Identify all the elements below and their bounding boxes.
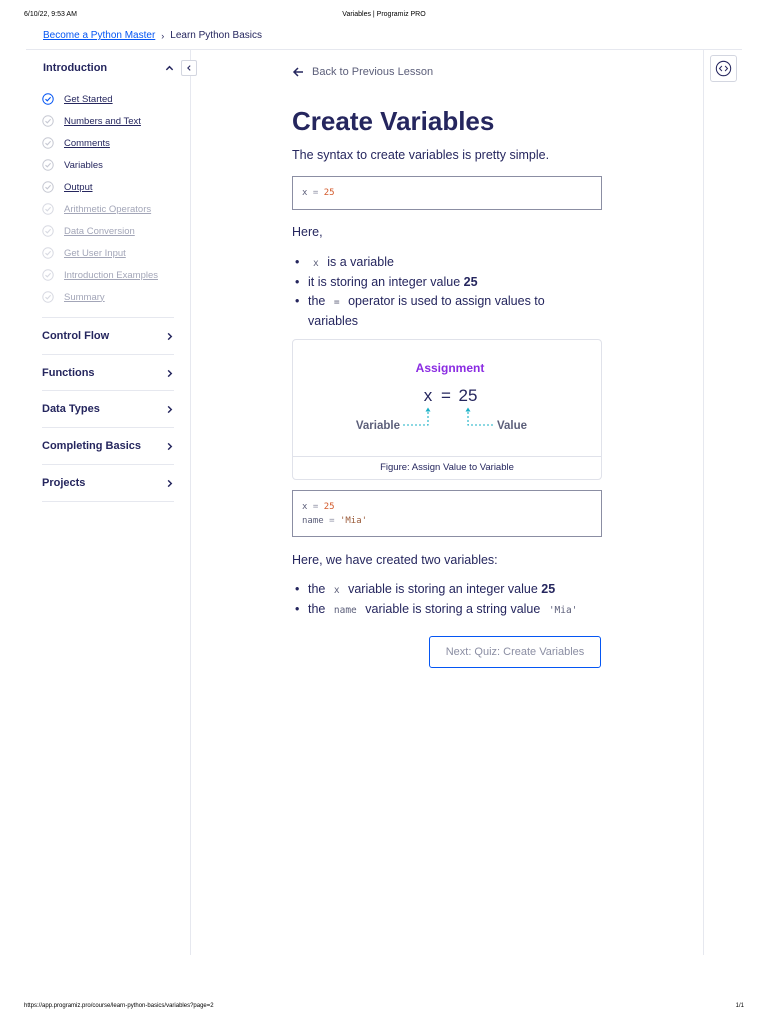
figure-heading: Assignment — [415, 361, 485, 375]
chevron-right-icon — [165, 332, 174, 341]
inline-code: = — [333, 297, 340, 308]
check-circle-icon — [42, 159, 54, 171]
lesson-item-get-user-input[interactable] — [42, 242, 182, 264]
list-item — [292, 600, 602, 620]
figure-eq: = — [441, 386, 451, 405]
code-val: 25 — [323, 502, 335, 512]
check-circle-icon — [42, 181, 54, 193]
section-label: Data Types — [42, 403, 100, 415]
check-circle-icon — [42, 203, 54, 215]
list-item — [292, 580, 602, 600]
code-op: = — [329, 516, 335, 526]
section-functions[interactable] — [42, 354, 174, 391]
lesson-item-data-conversion[interactable] — [42, 220, 182, 242]
lesson-item-arithmetic-operators[interactable] — [42, 198, 182, 220]
code-var: x — [302, 502, 308, 512]
code-block-1 — [292, 176, 602, 210]
lesson-list — [42, 88, 182, 308]
lesson-item-get-started[interactable] — [42, 88, 182, 110]
check-circle-icon — [42, 225, 54, 237]
breadcrumb — [43, 30, 262, 41]
chevron-right-icon — [165, 405, 174, 414]
code-var: name — [302, 516, 324, 526]
value-arrow — [466, 408, 494, 426]
figure-left-label: Variable — [355, 420, 400, 432]
code-line — [302, 500, 592, 514]
lesson-link[interactable]: Summary — [64, 291, 105, 303]
breadcrumb-current: Learn Python Basics — [170, 30, 262, 41]
sidebar-divider — [190, 50, 191, 955]
print-title: Variables | Programiz PRO — [342, 11, 426, 18]
lesson-link[interactable]: Introduction Examples — [64, 269, 158, 281]
back-label: Back to Previous Lesson — [312, 66, 434, 78]
check-circle-icon — [42, 137, 54, 149]
chevron-right-icon: › — [161, 30, 165, 41]
check-circle-icon — [42, 291, 54, 303]
header-divider — [26, 49, 742, 50]
list-text: variable is storing an integer value — [348, 582, 538, 596]
lesson-link[interactable]: Arithmetic Operators — [64, 203, 152, 215]
variable-arrow — [403, 408, 431, 426]
figure-right-label: Value — [497, 420, 528, 432]
section-label: Functions — [42, 367, 95, 379]
chevron-up-icon — [165, 64, 173, 72]
inline-code: x — [333, 585, 340, 596]
print-date: 6/10/22, 9:53 AM — [24, 11, 77, 18]
code-line — [302, 514, 592, 528]
lesson-item-summary[interactable] — [42, 286, 182, 308]
section-label: Introduction — [43, 62, 108, 74]
here2-text: Here, we have created two variables: — [292, 553, 498, 567]
lesson-link[interactable]: Numbers and Text — [64, 115, 141, 127]
assignment-figure — [292, 339, 602, 480]
section-completing-basics[interactable] — [42, 427, 174, 464]
chevron-right-icon — [165, 479, 174, 488]
check-circle-icon — [42, 93, 54, 105]
list-text: it is storing an integer value — [308, 275, 461, 289]
right-panel-divider — [703, 50, 704, 955]
chevron-right-icon — [165, 369, 174, 378]
list-item — [292, 253, 602, 273]
print-header — [0, 11, 768, 21]
sidebar-bottom-divider — [42, 501, 174, 502]
code-val: 25 — [323, 188, 335, 198]
bullet-list-1 — [292, 253, 602, 331]
lesson-link[interactable]: Get Started — [64, 93, 113, 105]
list-text: variables — [308, 314, 359, 328]
code-block-2 — [292, 490, 602, 537]
code-icon — [715, 60, 732, 77]
section-label: Projects — [42, 477, 86, 489]
code-op: = — [312, 502, 319, 512]
list-text: the — [308, 294, 326, 308]
figure-var: x — [423, 386, 433, 405]
figure-val: 25 — [458, 386, 478, 405]
lesson-item-comments[interactable] — [42, 132, 182, 154]
section-label: Control Flow — [42, 330, 110, 342]
section-control-flow[interactable] — [42, 317, 174, 354]
lesson-link[interactable]: Comments — [64, 137, 110, 149]
code-var: x — [302, 188, 308, 198]
lesson-link[interactable]: Output — [64, 181, 93, 193]
chevron-left-icon — [185, 64, 193, 72]
bullet-list-2 — [292, 580, 602, 620]
section-introduction-header[interactable] — [43, 60, 173, 76]
lesson-label-current: Variables — [64, 159, 103, 171]
check-circle-icon — [42, 269, 54, 281]
lesson-item-variables[interactable] — [42, 154, 182, 176]
code-op: = — [312, 188, 319, 198]
print-page-number: 1/1 — [735, 1003, 744, 1009]
code-view-button[interactable] — [710, 55, 737, 82]
breadcrumb-link-parent[interactable]: Become a Python Master — [43, 30, 156, 41]
arrow-left-icon — [292, 66, 304, 78]
list-item — [292, 273, 602, 292]
section-data-types[interactable] — [42, 390, 174, 427]
list-text: variable is storing a string value — [365, 602, 541, 616]
lesson-link[interactable]: Get User Input — [64, 247, 126, 259]
list-bold: 25 — [463, 275, 478, 289]
list-bold: 25 — [541, 582, 556, 596]
inline-code: 'Mia' — [548, 605, 578, 616]
list-text: the — [308, 582, 326, 596]
list-text: the — [308, 602, 326, 616]
collapse-sidebar-button[interactable] — [181, 60, 197, 76]
lesson-link[interactable]: Data Conversion — [64, 225, 135, 237]
back-to-previous-lesson-link[interactable] — [292, 66, 433, 78]
check-circle-icon — [42, 247, 54, 259]
list-text: is a variable — [327, 255, 394, 269]
section-projects[interactable] — [42, 464, 174, 501]
figure-caption: Figure: Assign Value to Variable — [293, 456, 601, 480]
lesson-item-output[interactable] — [42, 176, 182, 198]
here-text: Here, — [292, 225, 323, 239]
section-label: Completing Basics — [42, 440, 142, 452]
lesson-item-numbers-and-text[interactable] — [42, 110, 182, 132]
page-title: Create Variables — [292, 106, 495, 136]
list-text: operator is used to assign values to — [348, 294, 545, 308]
next-quiz-button[interactable]: Next: Quiz: Create Variables — [429, 636, 601, 668]
inline-code: x — [313, 258, 319, 269]
code-val: 'Mia' — [339, 516, 368, 526]
inline-code: name — [333, 605, 357, 616]
lesson-item-introduction-examples[interactable] — [42, 264, 182, 286]
list-item — [292, 292, 602, 331]
print-url: https://app.programiz.pro/course/learn-python-basics/variables?page=2 — [24, 1003, 214, 1009]
intro-text: The syntax to create variables is pretty simple. — [292, 148, 550, 162]
check-circle-icon — [42, 115, 54, 127]
assignment-diagram — [293, 340, 601, 456]
chevron-right-icon — [165, 442, 174, 451]
